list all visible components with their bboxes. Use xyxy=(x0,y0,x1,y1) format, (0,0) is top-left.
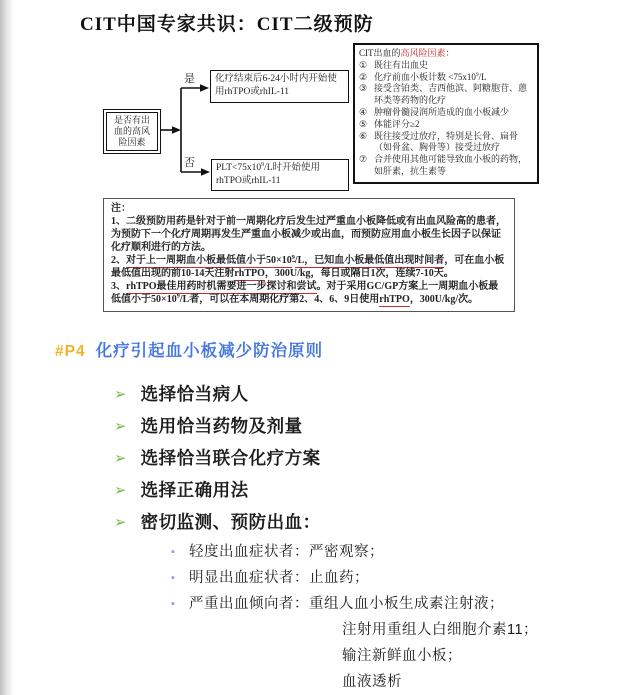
risk-item xyxy=(359,119,533,131)
risk-item-number: ⑦ xyxy=(359,154,368,165)
page-title: CIT中国专家共识：CIT二级预防 xyxy=(80,14,374,35)
note-line: 2、对于上一周期血小板最低值小于$50\times 10^9/L$，已知血小板最低值出现时间者，可在血小板最低值出现的前10-14天注射rhTPO，300U/kg，每日或隔日1次，连续7-10天。 xyxy=(111,253,505,279)
list-item xyxy=(114,510,321,535)
square-bullet-icon: ▪ xyxy=(171,598,175,610)
page-edge-shadow xyxy=(0,0,14,695)
risk-item-text: 既往有出血史 xyxy=(374,59,429,70)
risk-item-text: 肿瘤骨髓浸润所造成的血小板减少 xyxy=(374,106,510,117)
chevron-bullet-icon: ➢ xyxy=(114,418,127,435)
risk-item-number: ⑥ xyxy=(359,130,368,141)
risk-item xyxy=(359,107,533,119)
list-item-text: 选择恰当联合化疗方案 xyxy=(140,448,321,468)
list-item-text: 选择正确用法 xyxy=(140,480,249,500)
sub-list-item-continuation xyxy=(171,672,538,692)
risk-item-number: ① xyxy=(359,59,368,70)
sub-item-text: 血液透析 xyxy=(342,674,402,690)
note-line: 1、二级预防用药是针对于前一周期化疗后发生过严重血小板降低或有出血风险高的患者，为预防下一个化疗周期再发生严重血小板减少或出血，而预防应用血小板生长因子以保证化疗顺利进行的方法。 xyxy=(111,216,506,253)
note-box xyxy=(103,198,515,312)
list-item-text: 选择恰当病人 xyxy=(140,384,249,404)
list-item-text: 密切监测、预防出血： xyxy=(140,512,321,532)
list-item xyxy=(114,478,321,503)
risk-item-text: 合并使用其他可能导致血小板的药物，如肝素，抗生素等 xyxy=(374,154,528,176)
branch-label-no: 否 xyxy=(184,157,195,169)
sub-list-item-continuation xyxy=(171,646,538,666)
risk-item-number: ④ xyxy=(359,106,368,117)
no-branch-box: $PLT<75x10^9/L$时开始使用rhTPO或rhIL-11 xyxy=(211,159,349,191)
note-label: 注： xyxy=(111,203,131,214)
sub-item-text: 注射用重组人白细胞介素11； xyxy=(342,622,539,638)
risk-item xyxy=(359,154,533,178)
risk-item-text: 体能评分≥2 xyxy=(374,118,420,129)
risk-item xyxy=(359,83,533,107)
chevron-bullet-icon: ➢ xyxy=(114,482,127,499)
sub-list-item xyxy=(171,594,538,614)
risk-item xyxy=(359,60,533,72)
sub-list-item-continuation xyxy=(171,620,538,640)
sub-item-text: 严重出血倾向者：重组人血小板生成素注射液； xyxy=(189,596,504,612)
list-item xyxy=(114,382,321,407)
yes-branch-box: 化疗结束后6-24小时内开始使用rhTPO或rhIL-11 xyxy=(210,70,349,103)
risk-item-number: ② xyxy=(359,71,368,82)
list-item xyxy=(114,414,321,439)
decision-box xyxy=(103,109,161,154)
chevron-bullet-icon: ➢ xyxy=(114,514,127,531)
risk-item xyxy=(359,131,533,155)
sub-item-text: 轻度出血症状者：严密观察； xyxy=(189,544,384,560)
risk-item xyxy=(359,72,533,84)
risk-item-number: ⑤ xyxy=(359,118,368,129)
sub-item-text: 明显出血症状者：止血药； xyxy=(189,570,369,586)
list-item xyxy=(114,446,321,471)
risk-item-text: 化疗前血小板计数 $<75x10^9/L$ xyxy=(374,71,487,82)
section-heading: 化疗引起血小板减少防治原则 xyxy=(95,342,324,360)
sub-list-item xyxy=(171,542,538,562)
risk-factors-title: CIT出血的高风险因素： xyxy=(359,48,455,58)
principles-list xyxy=(114,382,321,542)
branch-label-yes: 是 xyxy=(184,73,195,85)
chevron-bullet-icon: ➢ xyxy=(114,450,127,467)
page-tag: #P4 xyxy=(55,343,86,360)
list-item-text: 选用恰当药物及剂量 xyxy=(140,416,303,436)
risk-item-number: ③ xyxy=(359,83,368,94)
note-line: 3、rhTPO最佳用药时机需要进一步探讨和尝试。对于采用GC/GP方案上一周期血小板最低值小于$50\times 10^9/L$者，可以在本周期化疗第2、4、6、9日使用rhTPO，300U/kg/次。 xyxy=(111,281,499,305)
square-bullet-icon: ▪ xyxy=(171,546,175,558)
risk-factors-box xyxy=(353,43,539,184)
risk-item-text: 既往接受过放疗，特别是长骨、扁骨（如骨盆、胸骨等）接受过放疗 xyxy=(374,130,519,153)
sub-item-text: 输注新鲜血小板； xyxy=(342,648,462,664)
decision-box-text: 是否有出血的高风险因素 xyxy=(106,112,158,151)
sub-list-item xyxy=(171,568,538,588)
section-heading-row xyxy=(55,337,323,361)
risk-item-text: 接受含铂类、吉西他滨、阿糖胞苷、蒽环类等药物的化疗 xyxy=(374,83,528,106)
square-bullet-icon: ▪ xyxy=(171,572,175,584)
sub-bullet-list xyxy=(171,542,538,695)
chevron-bullet-icon: ➢ xyxy=(114,386,127,403)
